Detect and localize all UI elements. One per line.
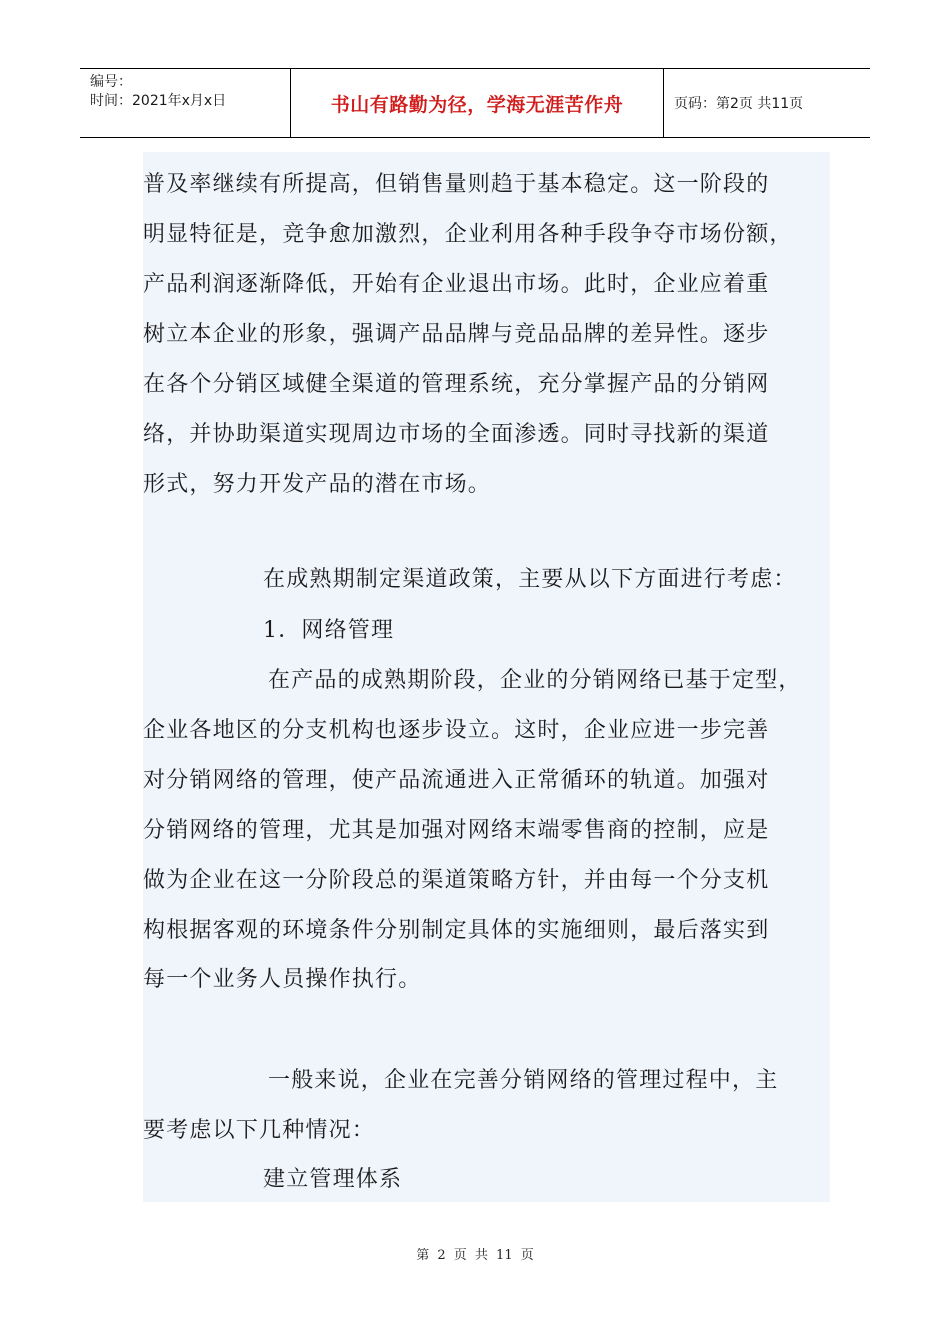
time-label: 时间：2021年x月x日	[90, 93, 227, 109]
section-intro: 在成熟期制定渠道政策，主要从以下方面进行考虑：	[263, 567, 797, 592]
text-line: 分销网络的管理，尤其是加强对网络末端零售商的控制，应是	[143, 818, 770, 843]
text-line: 普及率继续有所提高，但销售量则趋于基本稳定。这一阶段的	[143, 172, 770, 197]
text-line: 在各个分销区域健全渠道的管理系统，充分掌握产品的分销网	[143, 372, 770, 397]
header-meta	[80, 69, 290, 137]
text-line: 每一个业务人员操作执行。	[143, 967, 422, 992]
text-line: 在产品的成熟期阶段，企业的分销网络已基于定型，	[268, 668, 802, 693]
text-line: 树立本企业的形象，强调产品品牌与竞品品牌的差异性。逐步	[143, 322, 770, 347]
text-line: 一般来说，企业在完善分销网络的管理过程中，主	[268, 1068, 779, 1093]
header-motto: 书山有路勤为径，学海无涯苦作舟	[290, 69, 664, 137]
header-page-info: 页码：第2页 共11页	[674, 96, 804, 112]
text-line: 企业各地区的分支机构也逐步设立。这时，企业应进一步完善	[143, 718, 770, 743]
text-line: 产品利润逐渐降低，开始有企业退出市场。此时，企业应着重	[143, 272, 770, 297]
page-footer: 第 2 页 共 11 页	[416, 1248, 534, 1263]
text-line: 要考虑以下几种情况：	[143, 1118, 376, 1143]
text-line: 对分销网络的管理，使产品流通进入正常循环的轨道。加强对	[143, 768, 770, 793]
text-line: 明显特征是，竞争愈加激烈，企业利用各种手段争夺市场份额，	[143, 222, 793, 247]
text-line: 络，并协助渠道实现周边市场的全面渗透。同时寻找新的渠道	[143, 422, 770, 447]
text-line: 做为企业在这一分阶段总的渠道策略方针，并由每一个分支机	[143, 868, 770, 893]
number-label: 编号：	[90, 74, 132, 90]
page-header	[80, 68, 870, 138]
text-line: 构根据客观的环境条件分别制定具体的实施细则，最后落实到	[143, 918, 770, 943]
subheading: 建立管理体系	[263, 1167, 403, 1192]
section-heading: 1．网络管理	[263, 618, 395, 643]
text-line: 形式，努力开发产品的潜在市场。	[143, 472, 492, 497]
